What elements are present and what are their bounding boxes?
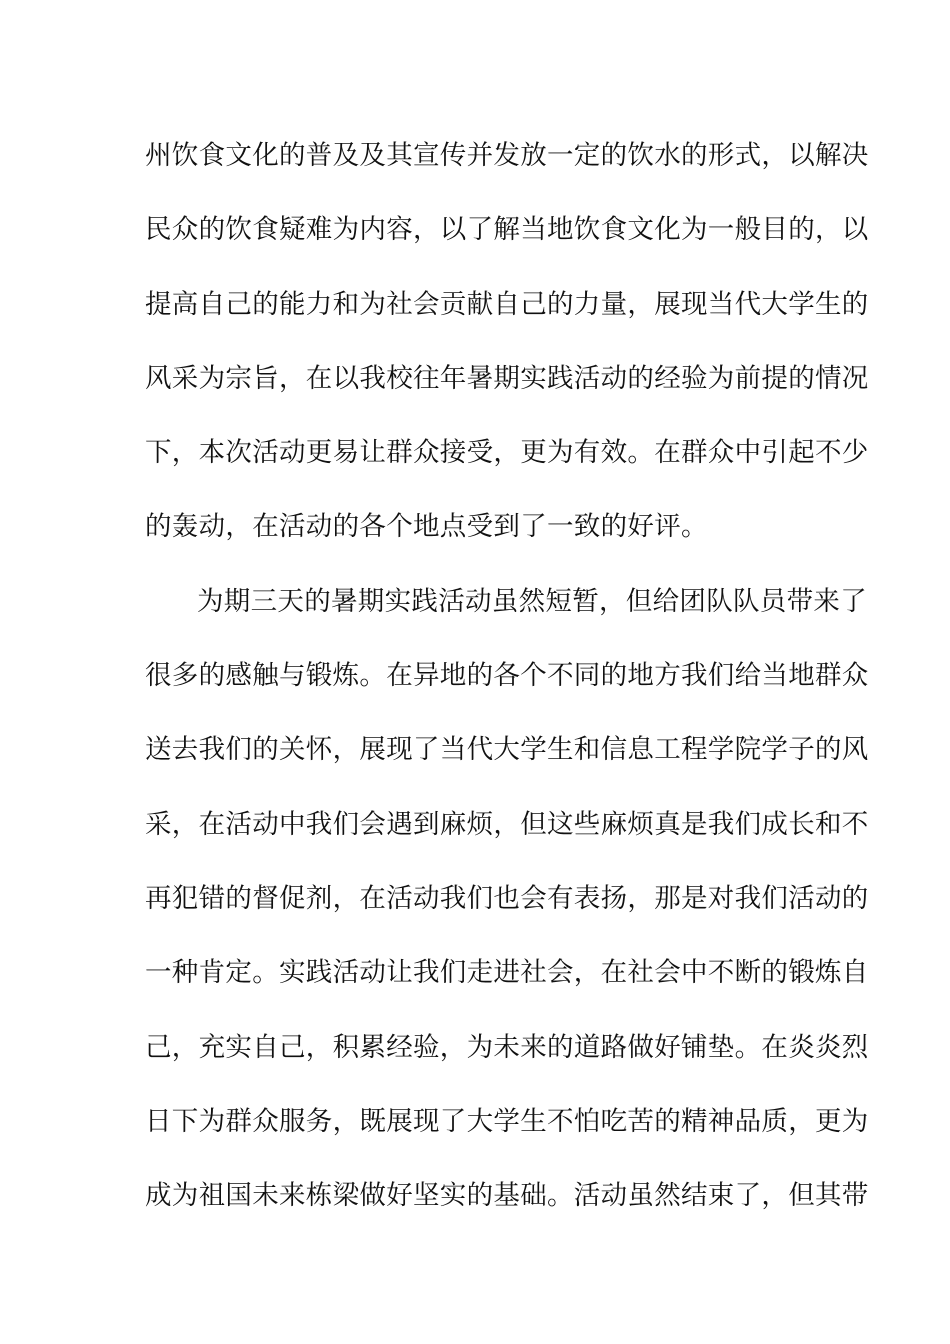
text-line: 下，本次活动更易让群众接受，更为有效。在群众中引起不少: [145, 437, 869, 469]
document-body: [145, 134, 869, 1248]
text-line: 一种肯定。实践活动让我们走进社会，在社会中不断的锻炼自: [145, 957, 869, 989]
text-line: 成为祖国未来栋梁做好坚实的基础。活动虽然结束了，但其带: [145, 1180, 869, 1212]
paragraph-2: [145, 580, 869, 1249]
text-line: 为期三天的暑期实践活动虽然短暂，但给团队队员带来了: [197, 585, 867, 617]
text-line: 州饮食文化的普及及其宣传并发放一定的饮水的形式，以解决: [145, 140, 869, 171]
text-line: 风采为宗旨，在以我校往年暑期实践活动的经验为前提的情况: [145, 362, 869, 394]
text-line: 再犯错的督促剂，在活动我们也会有表扬，那是对我们活动的: [145, 882, 869, 914]
text-line: 民众的饮食疑难为内容，以了解当地饮食文化为一般目的，以: [145, 214, 869, 246]
text-line: 提高自己的能力和为社会贡献自己的力量，展现当代大学生的: [145, 288, 869, 320]
text-line: 己，充实自己，积累经验，为未来的道路做好铺垫。在炎炎烈: [145, 1031, 869, 1063]
text-line: 的轰动，在活动的各个地点受到了一致的好评。: [145, 511, 708, 543]
text-line: 日下为群众服务，既展现了大学生不怕吃苦的精神品质，更为: [145, 1105, 869, 1137]
text-line: 采，在活动中我们会遇到麻烦，但这些麻烦真是我们成长和不: [145, 808, 869, 840]
text-line: 送去我们的关怀，展现了当代大学生和信息工程学院学子的风: [145, 734, 869, 766]
paragraph-1: [145, 134, 869, 580]
text-line: 很多的感触与锻炼。在异地的各个不同的地方我们给当地群众: [145, 660, 869, 692]
